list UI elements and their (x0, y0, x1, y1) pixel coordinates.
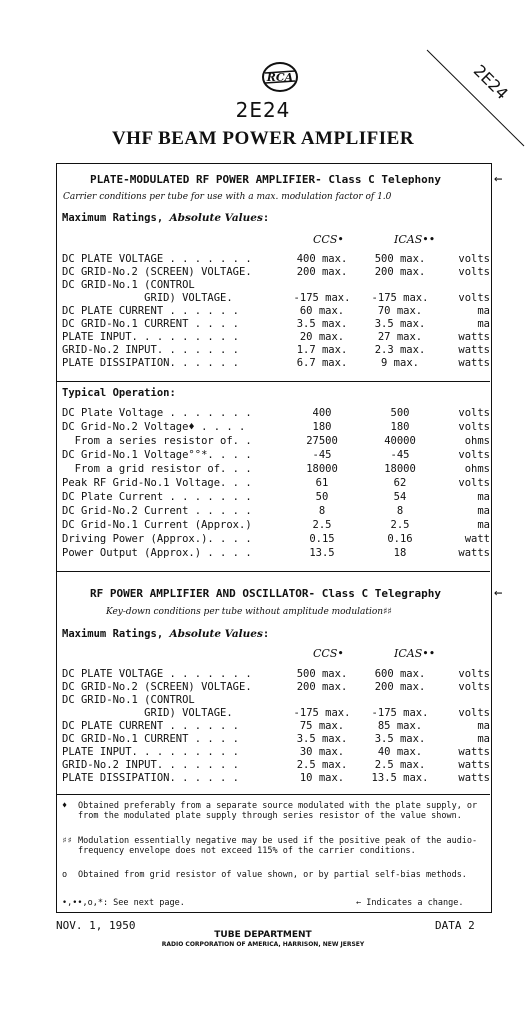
table-row: DC GRID-No.2 (SCREEN) VOLTAGE. 200 max. 200 max. volts (62, 681, 490, 693)
corner-tab (425, 48, 526, 148)
table-row: DC PLATE CURRENT . . . . . . 60 max. 70 max. ma (62, 305, 490, 317)
table-row: DC PLATE CURRENT . . . . . . 75 max. 85 max. ma (62, 720, 490, 732)
table-row: GRID-No.2 INPUT. . . . . . . 2.5 max. 2.5 max. watts (62, 759, 490, 771)
corner-tab-label: 2E24 (469, 61, 512, 104)
table-row: DC Grid-No.2 Current . . . . . 8 8 ma (62, 505, 490, 517)
footnote-see-next: •,••,o,*: See next page. (62, 898, 185, 908)
section1-title: PLATE-MODULATED RF POWER AMPLIFIER- Class C Telephony (90, 173, 441, 186)
table-row: DC GRID-No.1 (CONTROL (62, 279, 195, 291)
change-mark: ← (494, 171, 503, 187)
table-row: DC GRID-No.1 CURRENT . . . . 3.5 max. 3.5 max. ma (62, 733, 490, 745)
table-row: DC Grid-No.1 Current (Approx.) 2.5 2.5 ma (62, 519, 490, 531)
rca-logo (257, 62, 303, 92)
section1-note: Carrier conditions per tube for use with a max. modulation factor of 1.0 (63, 192, 392, 202)
table-row: DC Plate Current . . . . . . . 50 54 ma (62, 491, 490, 503)
table-row: DC Grid-No.2 Voltage♦ . . . . 180 180 volts (62, 421, 490, 433)
table-row: DC PLATE VOLTAGE . . . . . . . 500 max. 600 max. volts (62, 668, 490, 680)
table-row: DC GRID-No.2 (SCREEN) VOLTAGE. 200 max. 200 max. volts (62, 266, 490, 278)
page-title: VHF BEAM POWER AMPLIFIER (111, 128, 415, 149)
table-row: GRID-No.2 INPUT. . . . . . . 1.7 max. 2.3 max. watts (62, 344, 490, 356)
table-row: PLATE INPUT. . . . . . . . . 30 max. 40 max. watts (62, 746, 490, 758)
table-row: Power Output (Approx.) . . . . 13.5 18 watts (62, 547, 490, 559)
table-row: Peak RF Grid-No.1 Voltage. . . 61 62 volts (62, 477, 490, 489)
table-row: DC GRID-No.1 (CONTROL (62, 694, 195, 706)
change-mark: ← (494, 585, 503, 601)
col-icas: ICAS•• (394, 233, 436, 246)
section2-title: RF POWER AMPLIFIER AND OSCILLATOR- Class C Telegraphy (90, 587, 441, 600)
divider (57, 571, 490, 572)
col-ccs: CCS• (313, 647, 344, 660)
issue-date: NOV. 1, 1950 (56, 919, 136, 932)
table-row: DC Plate Voltage . . . . . . . 400 500 volts (62, 407, 490, 419)
section2-note: Key-down conditions per tube without amplitude modulation♯♯ (106, 607, 392, 617)
table-row: DC Grid-No.1 Voltage°°*. . . . -45 -45 volts (62, 449, 490, 461)
table-row: DC PLATE VOLTAGE . . . . . . . 400 max. 500 max. volts (62, 253, 490, 265)
typical-heading: Typical Operation: (62, 387, 176, 399)
table-row: GRID) VOLTAGE. -175 max. -175 max. volts (62, 292, 490, 304)
max-ratings-heading: Maximum Ratings, Absolute Values: (62, 212, 270, 224)
col-icas: ICAS•• (394, 647, 436, 660)
table-row: PLATE INPUT. . . . . . . . . 20 max. 27 max. watts (62, 331, 490, 343)
rca-logo-text: RCA (266, 71, 294, 84)
data-page: DATA 2 (435, 919, 475, 932)
max-ratings-heading: Maximum Ratings, Absolute Values: (62, 628, 270, 640)
table-row: PLATE DISSIPATION. . . . . . 10 max. 13.5 max. watts (62, 772, 490, 784)
divider (57, 794, 490, 795)
divider (57, 381, 490, 382)
col-ccs: CCS• (313, 233, 344, 246)
tube-type: 2E24 (235, 98, 291, 122)
table-row: DC GRID-No.1 CURRENT . . . . 3.5 max. 3.5 max. ma (62, 318, 490, 330)
table-row: PLATE DISSIPATION. . . . . . 6.7 max. 9 max. watts (62, 357, 490, 369)
table-row: From a grid resistor of. . . 18000 18000 ohms (62, 463, 490, 475)
table-row: From a series resistor of. . 27500 40000 ohms (62, 435, 490, 447)
table-row: GRID) VOLTAGE. -175 max. -175 max. volts (62, 707, 490, 719)
corporation: RADIO CORPORATION OF AMERICA, HARRISON, NEW JERSEY (161, 941, 365, 948)
department: TUBE DEPARTMENT (214, 930, 312, 940)
table-row: Driving Power (Approx.). . . . 0.15 0.16 watt (62, 533, 490, 545)
change-legend: ← Indicates a change. (356, 898, 464, 908)
